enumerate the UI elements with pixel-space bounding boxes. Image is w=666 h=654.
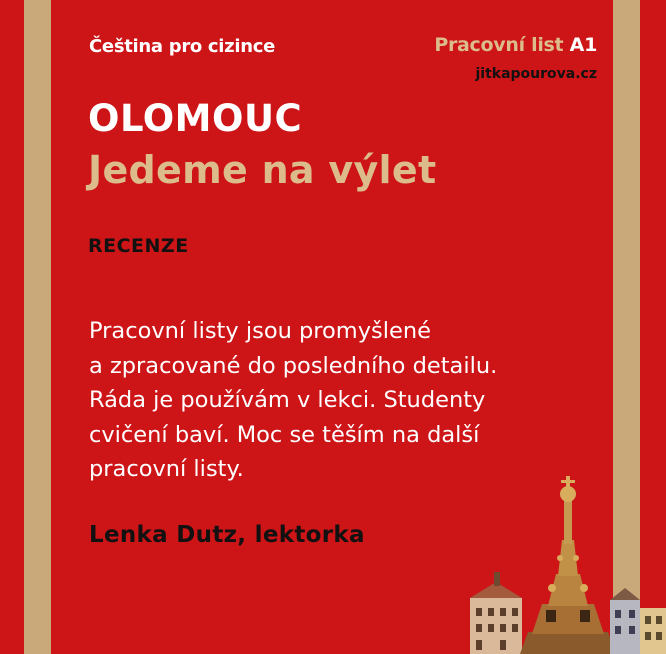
review-line: Pracovní listy jsou promyšlené bbox=[89, 318, 431, 344]
worksheet-label bbox=[434, 34, 597, 56]
review-line: pracovní listy. bbox=[89, 456, 244, 482]
left-decorative-stripe bbox=[24, 0, 51, 654]
review-author: Lenka Dutz, lektorka bbox=[89, 522, 365, 548]
left-building-icon bbox=[470, 572, 522, 654]
trinity-column-icon bbox=[520, 476, 616, 654]
website-link[interactable]: jitkapourova.cz bbox=[475, 66, 597, 82]
brand-name: Čeština pro cizince bbox=[89, 36, 276, 57]
page-title: OLOMOUC bbox=[88, 97, 303, 140]
olomouc-column-illustration bbox=[470, 470, 666, 654]
review-line: cvičení baví. Moc se těším na další bbox=[89, 421, 480, 448]
review-line: Ráda je používám v lekci. Studenty bbox=[89, 387, 486, 413]
level-badge: A1 bbox=[569, 34, 597, 56]
worksheet-type: Pracovní list bbox=[434, 34, 564, 56]
page-subtitle: Jedeme na výlet bbox=[88, 148, 437, 192]
section-heading: RECENZE bbox=[88, 235, 189, 257]
review-line: a zpracované do posledního detailu. bbox=[89, 352, 498, 379]
right-buildings-icon bbox=[610, 588, 666, 654]
review-text bbox=[89, 314, 589, 487]
